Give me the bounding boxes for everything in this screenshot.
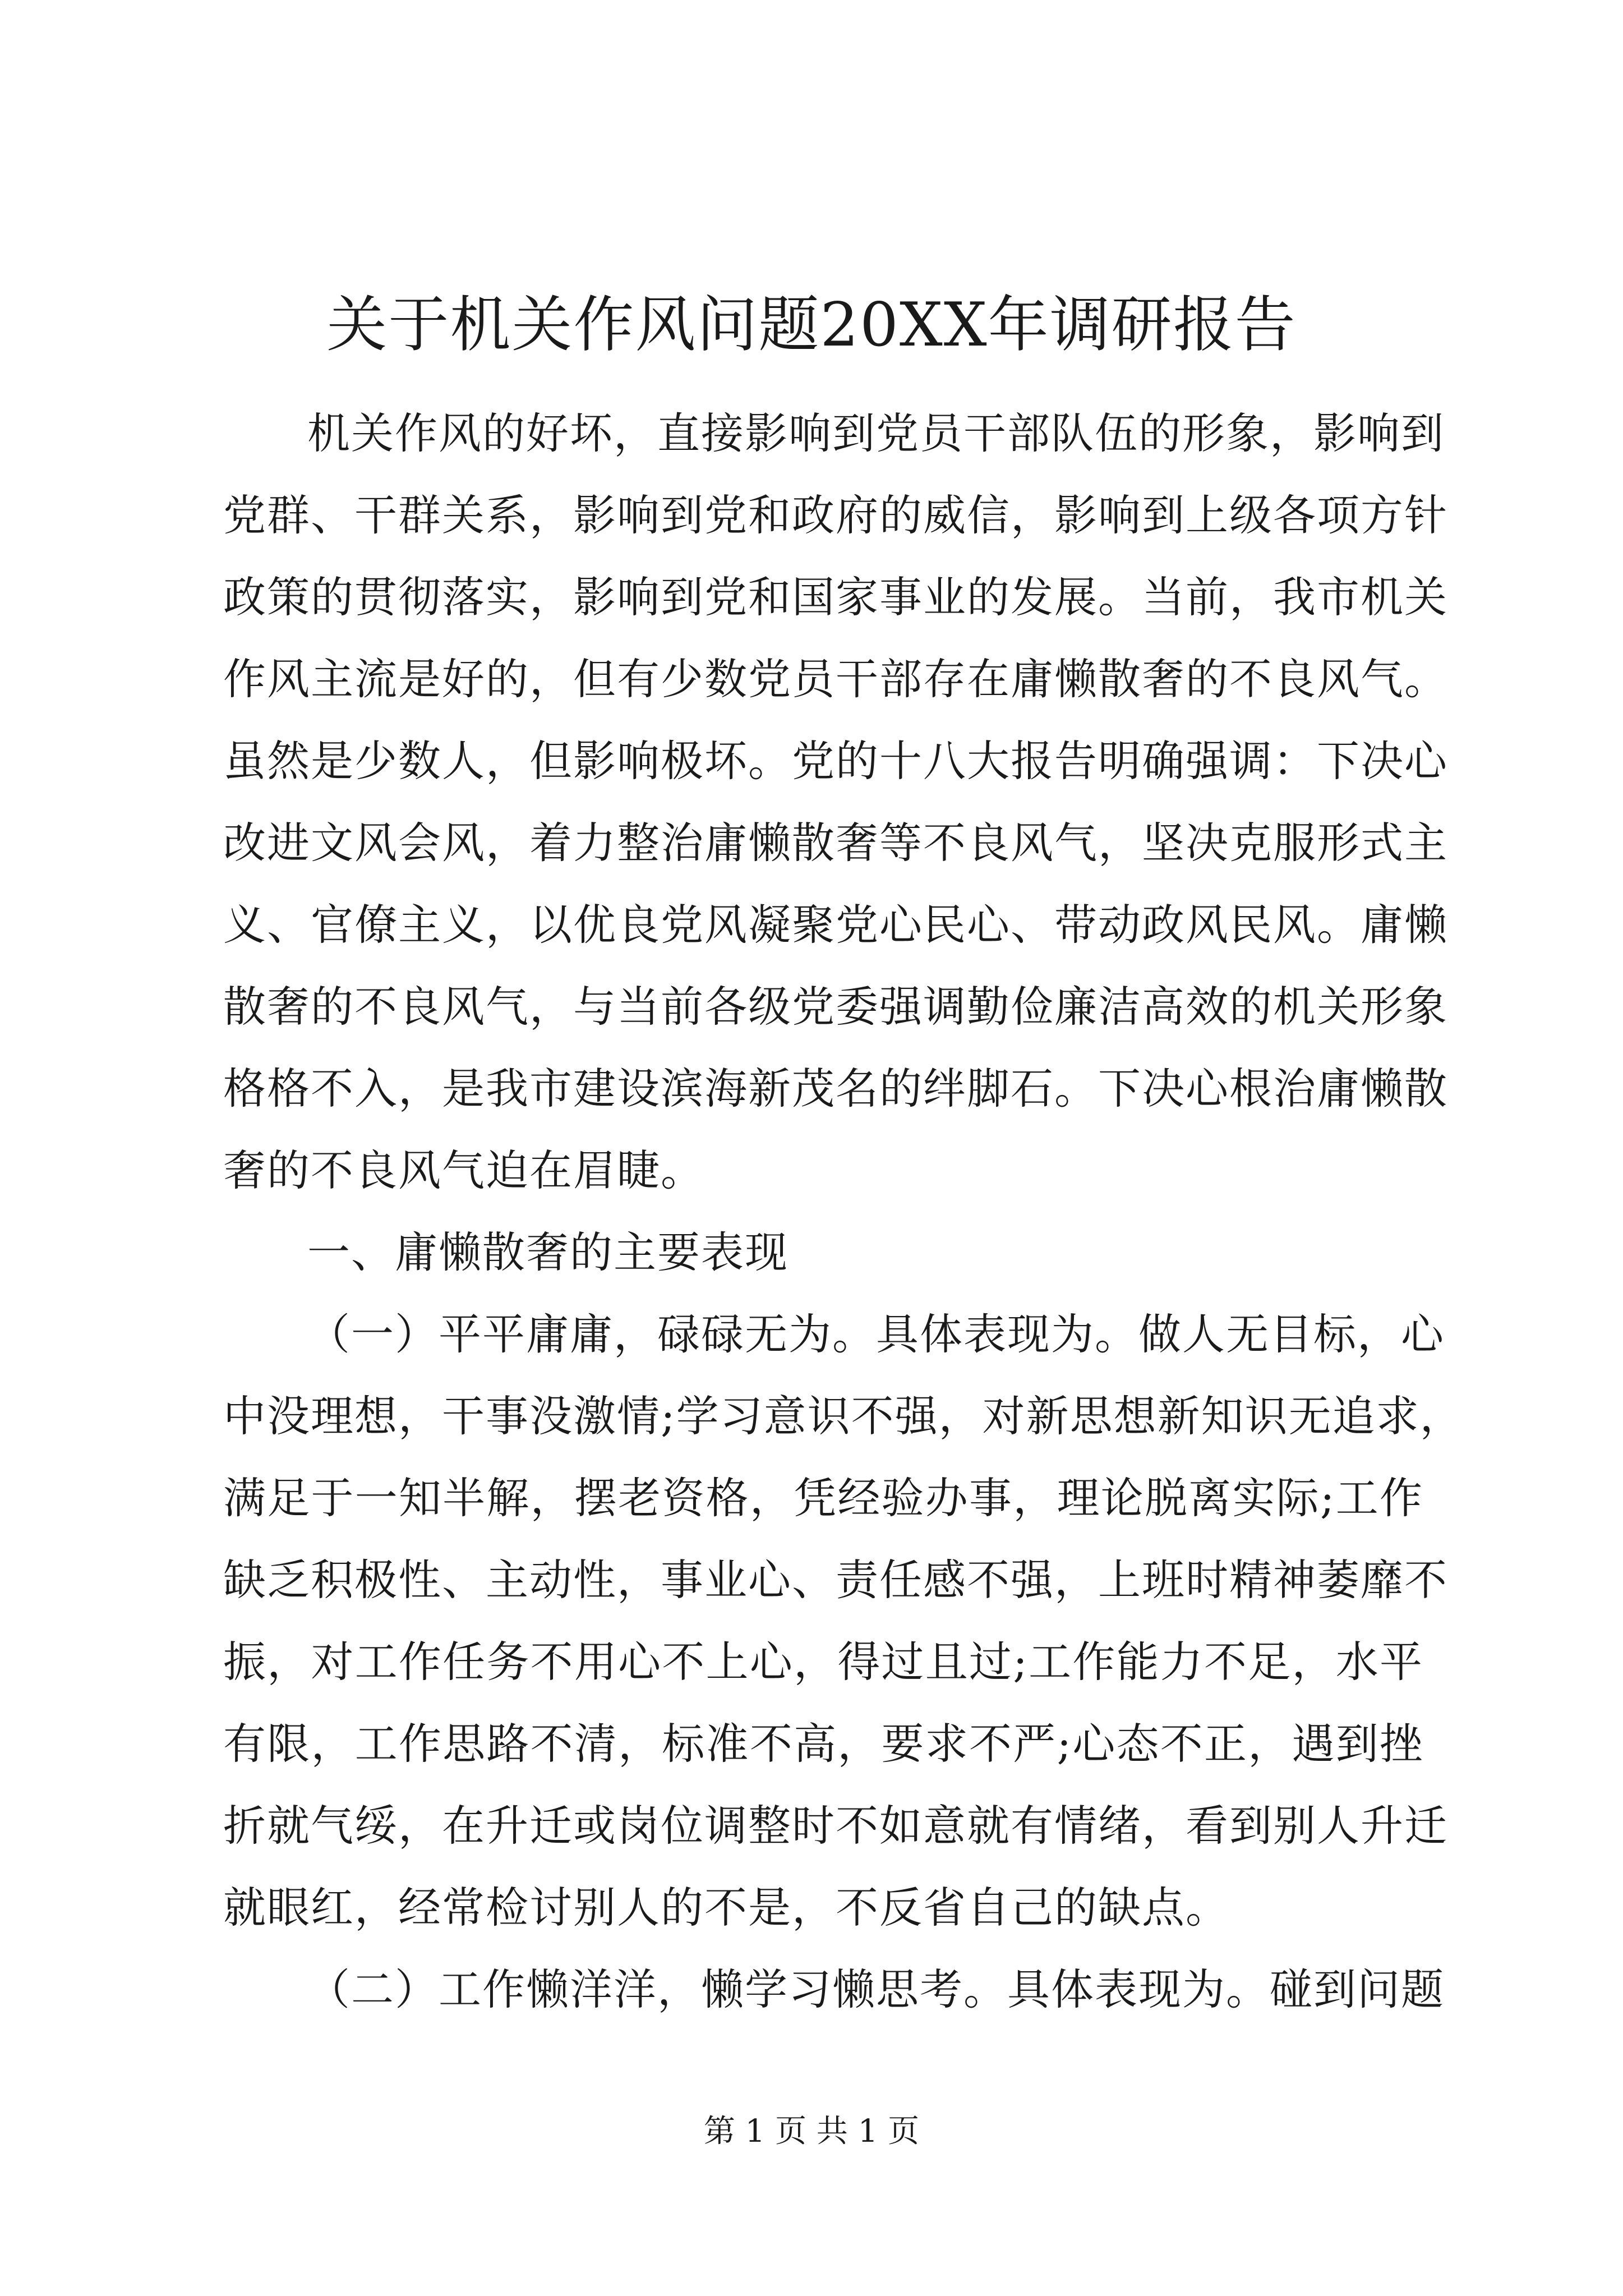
paragraph-line: 虽然是少数人，但影响极坏。党的十八大报告明确强调：下决心 [223,736,1448,786]
paragraph-line: 党群、干群关系，影响到党和政府的威信，影响到上级各项方针 [223,490,1448,540]
paragraph-line: 机关作风的好坏，直接影响到党员干部队伍的形象，影响到 [307,408,1445,458]
paragraph-line: 散奢的不良风气，与当前各级党委强调勤俭廉洁高效的机关形象 [223,982,1448,1032]
paragraph-line: 缺乏积极性、主动性，事业心、责任感不强，上班时精神萎靡不 [223,1555,1448,1605]
document-body [223,393,1464,2031]
paragraph-line: 就眼红，经常检讨别人的不是，不反省自己的缺点。 [223,1883,1229,1932]
paragraph-line: 折就气绥，在升迁或岗位调整时不如意就有情绪，看到别人升迁 [223,1801,1448,1851]
paragraph-line: 义、官僚主义，以优良党风凝聚党心民心、带动政风民风。庸懒 [223,900,1448,950]
document-title: 关于机关作风问题20XX年调研报告 [326,290,1297,360]
paragraph-line: 中没理想，干事没激情;学习意识不强，对新思想新知识无追求， [223,1391,1464,1441]
paragraph-line: 格格不入，是我市建设滨海新茂名的绊脚石。下决心根治庸懒散 [223,1064,1448,1114]
paragraph-line: 有限，工作思路不清，标准不高，要求不严;心态不正，遇到挫 [223,1719,1423,1769]
section-heading: 一、庸懒散奢的主要表现 [307,1227,789,1277]
paragraph-line: 改进文风会风，着力整治庸懒散奢等不良风气，坚决克服形式主 [223,818,1448,868]
paragraph-line: 满足于一知半解，摆老资格，凭经验办事，理论脱离实际;工作 [223,1473,1423,1523]
paragraph-line: 振，对工作任务不用心不上心，得过且过;工作能力不足，水平 [223,1637,1423,1687]
paragraph-line: 政策的贯彻落实，影响到党和国家事业的发展。当前，我市机关 [223,572,1448,622]
paragraph-line: （二）工作懒洋洋，懒学习懒思考。具体表现为。碰到问题 [307,1964,1445,2014]
paragraph-line: （一）平平庸庸，碌碌无为。具体表现为。做人无目标，心 [307,1309,1445,1359]
paragraph-line: 作风主流是好的，但有少数党员干部存在庸懒散奢的不良风气。 [223,654,1448,704]
paragraph-line: 奢的不良风气迫在眉睫。 [223,1145,704,1195]
page-footer: 第 1 页 共 1 页 [703,2113,920,2150]
